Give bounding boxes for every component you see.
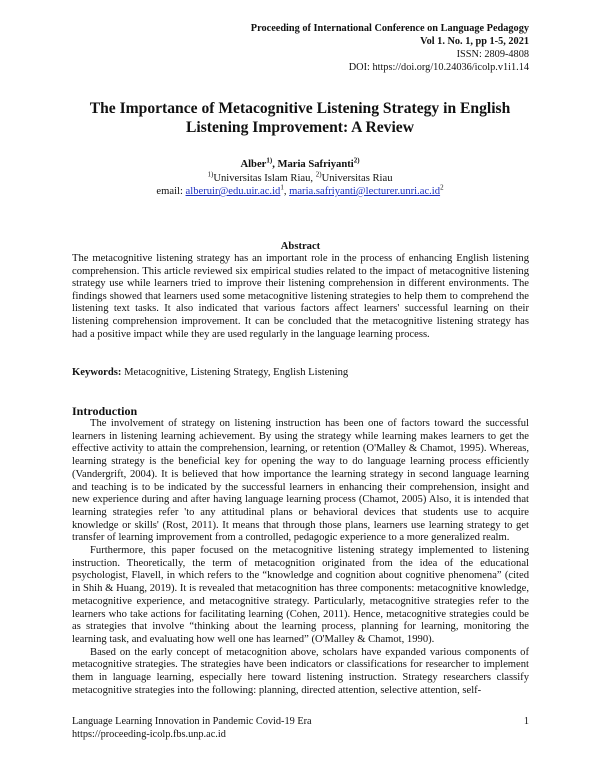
affiliation-2-sup: 2)	[315, 169, 322, 178]
introduction-heading: Introduction	[72, 404, 138, 418]
doi: DOI: https://doi.org/10.24036/icolp.v1i1.14	[348, 62, 529, 73]
email-link-1[interactable]: alberuir@edu.uir.ac.id	[185, 186, 281, 197]
author-1: Alber	[240, 159, 267, 170]
title-line-1: The Importance of Metacognitive Listening Strategy in English	[89, 100, 511, 117]
author-block	[60, 158, 540, 199]
paragraph: Based on the early concept of metacognition above, scholars have expanded various components of metacognitive strategies. The strategies have been indicators or classifications for researcher to implement them in language learning, especially here toward listening instruction. Strategy researchers classify metacognitive strategies into the following: planning, directed attention, selective attention, self-	[72, 646, 529, 696]
email-separator: ,	[283, 186, 290, 197]
email-1-sup: 1	[280, 183, 284, 192]
abstract-text: The metacognitive listening strategy has an important role in the process of enhancing English listening comprehension. This article reviewed six empirical studies related to the impact of metacognitive listening strategy use while learners tried to improve their listening comprehension in different environments. The findings showed that learners used some metacognitive listening strategies to help them to comprehend the listening text tasks. It also indicated that various factors affect learners' successful learning on their listening comprehension improvement. It can be concluded that the metacognitive listening strategy has had a positive impact while they are used regularly in the language learning process.	[72, 253, 529, 340]
introduction-body	[72, 418, 529, 697]
keywords-text: Metacognitive, Listening Strategy, English Listening	[121, 367, 349, 378]
paper-title	[60, 99, 540, 137]
author-names	[60, 158, 540, 172]
paragraph: Furthermore, this paper focused on the metacognitive listening strategy implemented to listening instruction. Theoretically, the term of metacognition originated from the idea of the educational psychologist, Flavell, in which refers to the “knowledge and cognition about cognitive phenomena” (cited in Shih & Huang, 2019). It is revealed that metacognition has three components: metacognitive knowledge, metacognitive experience, and metacognitive strategy. Particularly, metacognitive strategies refer to the learners who take actions for facilitating learning (Cohen, 2011). Hence, metacognitive strategies could be as strategies that involve “thinking about the learning process, planning for learning, monitoring the learning task, and evaluating how well one has learned” (O'Malley & Chamot, 1990).	[72, 545, 529, 645]
volume-info: Vol 1. No. 1, pp 1-5, 2021	[420, 36, 529, 47]
journal-name: Proceeding of International Conference on Language Pedagogy	[250, 23, 529, 34]
keywords	[72, 366, 348, 379]
email-label: email:	[156, 186, 186, 197]
emails	[60, 185, 540, 199]
paragraph: The involvement of strategy on listening instruction has been one of factors toward the successful learners in listening learning achievement. By using the strategy while learning makes learners to get the effective activity to attain the comprehension, learning, or retention (O'Malley & Chamot, 1995). Whereas, learning strategy is the beneficial key for opening the way to do language learning process efficiently (Vandergrift, 2004). It is believed that how importance the learning strategy in second language learning and teaching is to be indicated by the successful learners in enhancing their comprehension, insight and new experience during and after having language learning process (Chamot, 2005) Also, it is intended that learning strategies refer 'to any attitudinal plans or behavioral devices that students use to acquire knowledge or skills' (Rost, 2011). It means that through those plans, learners use learning strategy to get transfer of learning improvement from a controlled, pedagogic experience to a more generalized realm.	[72, 418, 529, 544]
affiliation-1-sup: 1)	[207, 169, 214, 178]
affiliations	[60, 169, 540, 186]
title-line-2: Listening Improvement: A Review	[186, 119, 414, 136]
affiliation-1: Universitas Islam Riau,	[213, 172, 316, 184]
email-2-sup: 2	[440, 183, 444, 192]
abstract-heading: Abstract	[280, 241, 321, 252]
keywords-label: Keywords:	[72, 367, 122, 378]
author-2-sup: 2)	[353, 156, 360, 165]
affiliation-2: Universitas Riau	[321, 172, 393, 184]
author-2: Maria Safriyanti	[277, 159, 354, 170]
running-header	[251, 22, 529, 74]
footer-url: https://proceeding-icolp.fbs.unp.ac.id	[72, 728, 226, 740]
page-number: 1	[523, 716, 529, 727]
email-link-2[interactable]: maria.safriyanti@lecturer.unri.ac.id	[289, 186, 441, 197]
author-1-sup: 1)	[266, 156, 273, 165]
footer-event: Language Learning Innovation in Pandemic Covid-19 Era	[72, 716, 312, 727]
author-separator: ,	[272, 159, 278, 170]
issn: ISSN: 2809-4808	[456, 49, 529, 60]
page-footer	[72, 716, 529, 741]
